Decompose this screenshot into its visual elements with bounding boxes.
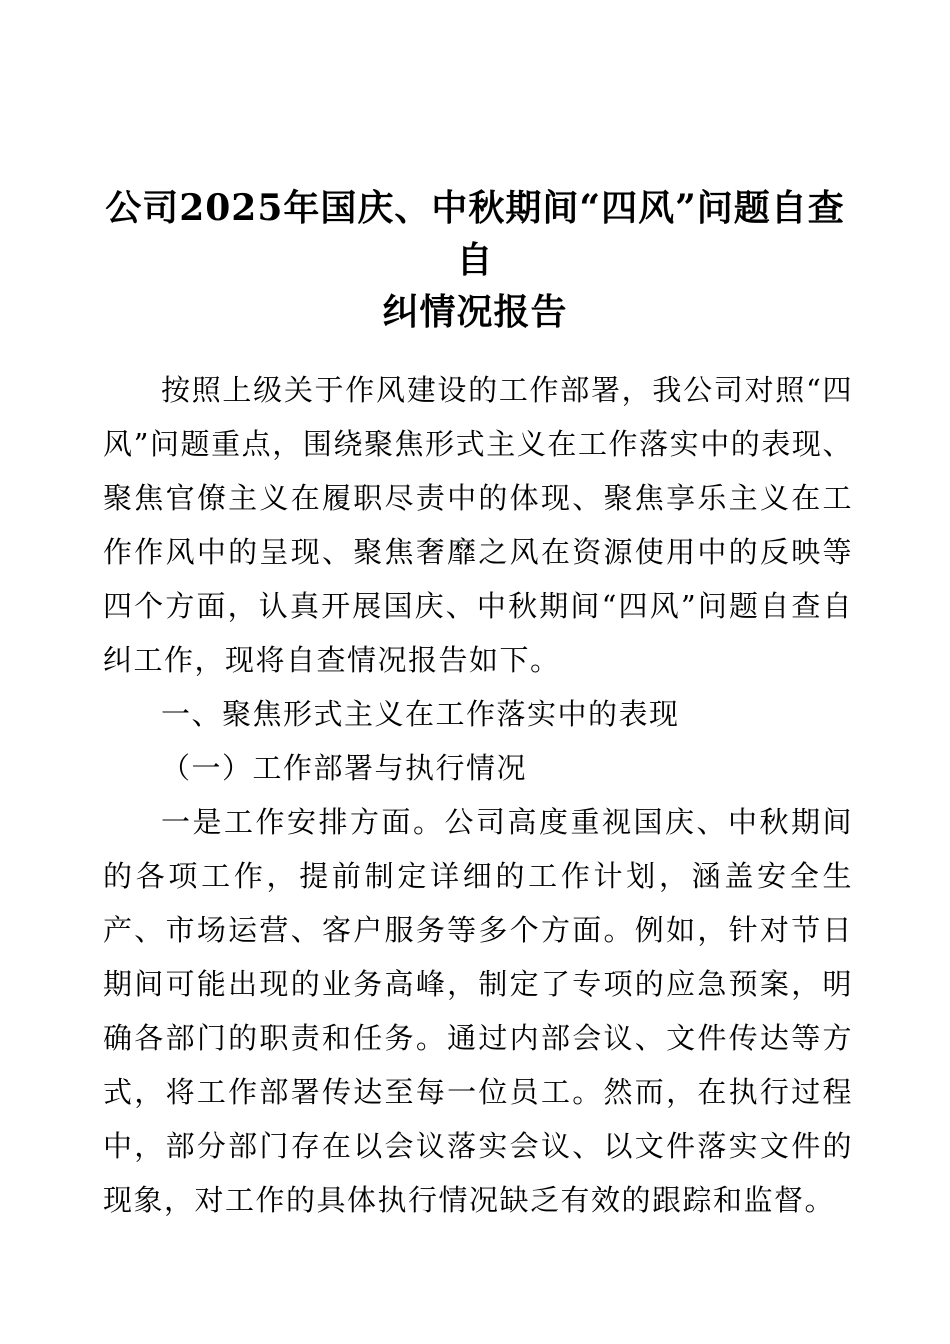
work-arrangement-paragraph: 一是工作安排方面。公司高度重视国庆、中秋期间的各项工作，提前制定详细的工作计划，涵盖安全生产、市场运营、客户服务等多个方面。例如，针对节日期间可能出现的业务高峰，制定了专项的应急预案，明确各部门的职责和任务。通过内部会议、文件传达等方式，将工作部署传达至每一位员工。然而，在执行过程中，部分部门存在以会议落实会议、以文件落实文件的现象，对工作的具体执行情况缺乏有效的跟踪和监督。 [103, 805, 853, 1217]
intro-paragraph: 按照上级关于作风建设的工作部署，我公司对照“四风”问题重点，围绕聚焦形式主义在工作落实中的表现、聚焦官僚主义在履职尽责中的体现、聚焦享乐主义在工作作风中的呈现、聚焦奢靡之风在资源使用中的反映等四个方面，认真开展国庆、中秋期间“四风”问题自查自纠工作，现将自查情况报告如下。 [103, 373, 853, 677]
section-heading: 一、聚焦形式主义在工作落实中的表现 [161, 697, 680, 731]
document-body [103, 363, 853, 1227]
title-line-2: 纠情况报告 [382, 291, 568, 333]
document-title [90, 182, 860, 338]
title-line-1: 公司2025年国庆、中秋期间“四风”问题自查自 [105, 187, 845, 281]
subsection-heading: （一）工作部署与执行情况 [161, 751, 528, 785]
